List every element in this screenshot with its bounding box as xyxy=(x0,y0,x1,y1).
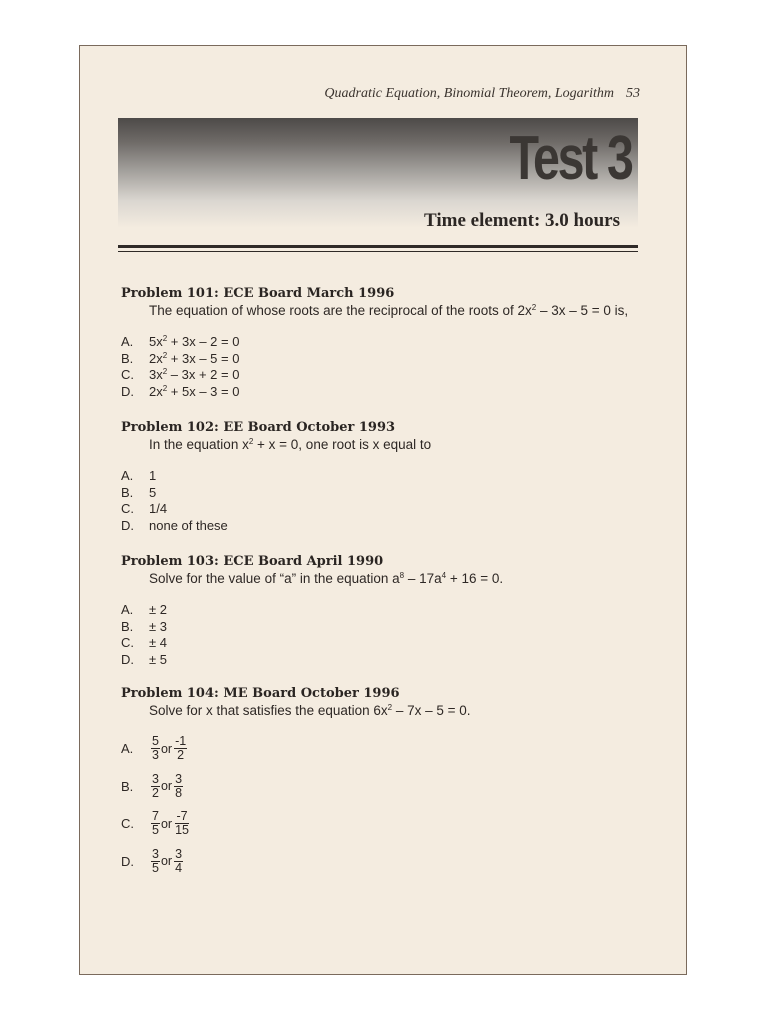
problem-text: In the equation $x^2 + x = 0$, one root is x equal to xyxy=(149,437,432,452)
choice-a: A. $\frac{5}{3}$ or $\frac{-1}{2}$ xyxy=(121,734,187,763)
choice-list xyxy=(121,602,661,668)
choice-list xyxy=(121,334,661,400)
test-banner xyxy=(118,118,638,231)
choice-c: C. 1/4 xyxy=(121,501,168,516)
choice-d: D. ± 5 xyxy=(121,651,167,667)
choice-c: C. ± 4 xyxy=(121,635,167,650)
choice-b: B. 5 xyxy=(121,484,157,500)
running-title: Quadratic Equation, Binomial Theorem, Logarithm xyxy=(324,86,614,101)
choice-list xyxy=(121,468,661,534)
choice-b: B. $\frac{3}{2}$ or $\frac{3}{8}$ xyxy=(121,771,183,800)
choice-c: C. $3x^2 - 3x + 2 = 0$ xyxy=(121,367,240,382)
choice-c: C. $\frac{7}{5}$ or $\frac{-7}{15}$ xyxy=(121,809,189,838)
fraction: $\frac{3}{5}$ xyxy=(152,846,159,875)
time-element: Time element: 3.0 hours xyxy=(424,210,620,231)
fraction: $\frac{5}{3}$ xyxy=(152,734,159,763)
choice-b: B. $2x^2 + 3x - 5 = 0$ xyxy=(121,350,240,366)
choice-d: D. $2x^2 + 5x - 3 = 0$ xyxy=(121,383,240,399)
choice-b: B. ± 3 xyxy=(121,618,167,634)
fraction: $\frac{-1}{2}$ xyxy=(175,734,187,763)
choice-a: A. $5x^2 + 3x - 2 = 0$ xyxy=(121,334,240,349)
problem-text: Solve for the value of “a” in the equation $a^8 - 17a^4 + 16 = 0$. xyxy=(149,571,504,586)
problem-heading: Problem 103: ECE Board April 1990 xyxy=(121,554,384,569)
running-head xyxy=(324,86,640,102)
problem-104 xyxy=(121,685,661,880)
problem-heading: Problem 104: ME Board October 1996 xyxy=(121,686,400,701)
choice-list xyxy=(121,730,661,880)
choice-d: D. $\frac{3}{5}$ or $\frac{3}{4}$ xyxy=(121,846,183,875)
problem-text: The equation of whose roots are the reciprocal of the roots of $2x^2 - 3x - 5 = 0$ is, xyxy=(149,303,629,318)
problem-heading: Problem 101: ECE Board March 1996 xyxy=(121,286,395,301)
choice-a: A. 1 xyxy=(121,468,157,483)
fraction: $\frac{3}{8}$ xyxy=(175,771,183,800)
test-title: Test 3 xyxy=(509,124,632,193)
problem-103 xyxy=(121,553,661,668)
fraction: $\frac{3}{2}$ xyxy=(152,771,159,800)
fraction: $\frac{3}{4}$ xyxy=(175,846,183,875)
divider-rule-thick xyxy=(118,245,638,248)
page-number: 53 xyxy=(626,86,640,101)
fraction: $\frac{-7}{15}$ xyxy=(175,809,189,838)
fraction: $\frac{7}{5}$ xyxy=(152,809,159,838)
problem-102 xyxy=(121,419,661,534)
choice-d: D. none of these xyxy=(121,517,228,533)
problem-101 xyxy=(121,285,661,400)
divider-rule-thin xyxy=(118,251,638,252)
choice-a: A. ± 2 xyxy=(121,602,167,617)
book-page xyxy=(79,45,687,975)
problem-heading: Problem 102: EE Board October 1993 xyxy=(121,420,396,435)
problem-text: Solve for x that satisfies the equation $6x^2 - 7x - 5 = 0$. xyxy=(149,703,471,718)
